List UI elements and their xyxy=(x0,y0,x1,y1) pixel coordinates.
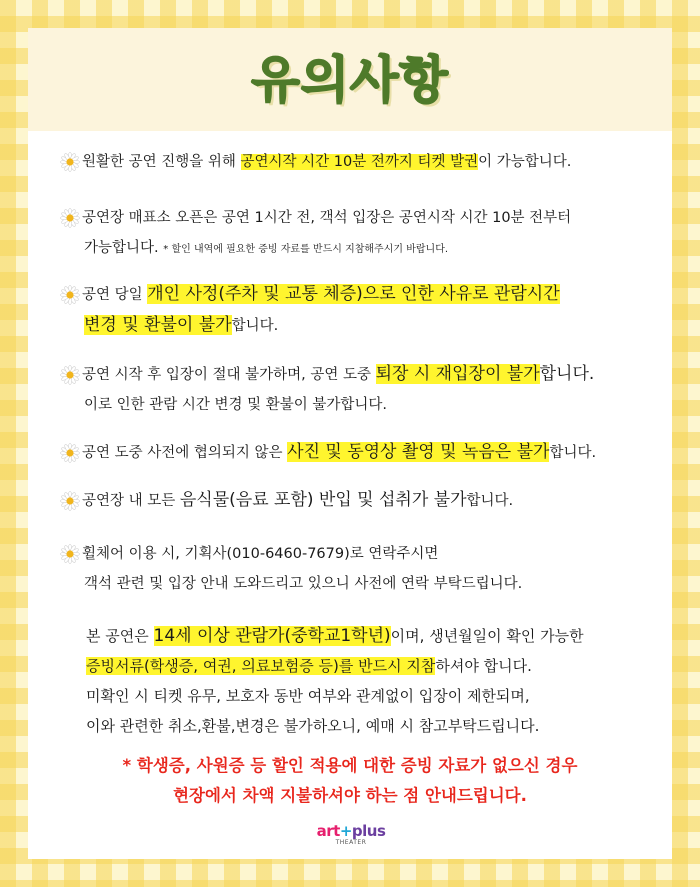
daisy-icon xyxy=(60,285,80,305)
logo-text-art: art xyxy=(316,822,340,840)
text-segment: 이 가능합니다. xyxy=(478,154,572,170)
text-segment: 공연장 내 모든 xyxy=(82,493,180,509)
highlighted-text: 증빙서류(학생증, 여권, 의료보험증 등)를 반드시 지참 xyxy=(86,657,436,675)
text-line xyxy=(86,681,658,711)
daisy-icon xyxy=(60,443,80,463)
text-segment: 음식물(음료 포함) 반입 및 섭취가 불가 xyxy=(179,490,467,510)
notice-item-photo xyxy=(60,437,658,468)
artplus-logo xyxy=(311,823,391,849)
text-line xyxy=(86,651,658,681)
logo-text-plus: plus xyxy=(351,822,386,840)
text-segment: 공연장 매표소 오픈은 공연 1시간 전, 객석 입장은 공연시작 시간 10분 전부터 xyxy=(82,210,572,226)
daisy-icon xyxy=(60,544,80,564)
text-line xyxy=(60,485,658,516)
text-line xyxy=(60,569,658,599)
text-segment: 이로 인한 관람 시간 변경 및 환불이 불가합니다. xyxy=(84,397,388,413)
text-segment: 합니다. xyxy=(539,364,595,384)
text-segment: 미확인 시 티켓 유무, 보호자 동반 여부와 관계없이 입장이 제한되며, xyxy=(86,687,530,705)
text-segment: 공연 당일 xyxy=(82,287,148,303)
daisy-icon xyxy=(60,208,80,228)
highlighted-text: 변경 및 환불이 불가 xyxy=(84,315,232,335)
red-note-line-2: 현장에서 차액 지불하셔야 하는 점 안내드립니다. xyxy=(173,786,527,805)
page-title: 유의사항 xyxy=(251,51,449,109)
notice-item-box-office xyxy=(60,203,658,265)
text-line xyxy=(60,390,658,420)
text-segment: 합니다. xyxy=(466,493,514,509)
text-line xyxy=(60,233,658,265)
text-line xyxy=(60,147,658,177)
text-line xyxy=(60,203,658,233)
text-segment: 이며, 생년월일이 확인 가능한 xyxy=(390,627,584,645)
highlighted-text: 퇴장 시 재입장이 불가 xyxy=(375,364,540,384)
text-segment: * 할인 내역에 필요한 증빙 자료를 반드시 지참해주시기 바랍니다. xyxy=(163,244,449,255)
daisy-icon xyxy=(60,152,80,172)
highlighted-text: 14세 이상 관람가(중학교1학년) xyxy=(153,626,391,646)
notice-item-same-day xyxy=(60,279,658,341)
logo-subtitle: THEATER xyxy=(335,839,367,846)
notice-item-reentry xyxy=(60,359,658,420)
text-segment: 공연 도중 사전에 협의되지 않은 xyxy=(82,445,288,461)
red-note-line-1: * 학생증, 사원증 등 할인 적용에 대한 증빙 자료가 없으신 경우 xyxy=(122,756,578,775)
notice-item-wheelchair xyxy=(60,539,658,599)
text-segment: 원활한 공연 진행을 위해 xyxy=(82,154,241,170)
notice-panel xyxy=(28,131,672,859)
text-segment: 하셔야 합니다. xyxy=(435,657,532,675)
age-restriction-notice xyxy=(86,621,658,741)
text-segment: 이와 관련한 취소,환불,변경은 불가하오니, 예매 시 참고부탁드립니다. xyxy=(86,717,540,735)
text-line xyxy=(60,310,658,341)
daisy-icon xyxy=(60,491,80,511)
logo-plus: + xyxy=(339,822,352,840)
text-segment: 본 공연은 xyxy=(86,627,154,645)
text-line xyxy=(86,621,658,651)
text-segment: 합니다. xyxy=(231,318,279,334)
notice-item-food xyxy=(60,485,658,516)
highlighted-text: 개인 사정(주차 및 교통 체증)으로 인한 사유로 관람시간 xyxy=(147,284,560,304)
notice-item-ticket xyxy=(60,147,658,177)
text-segment: 객석 관련 및 입장 안내 도와드리고 있으니 사전에 연락 부탁드립니다. xyxy=(84,576,523,592)
text-line xyxy=(60,279,658,310)
title-card xyxy=(28,28,672,131)
text-segment: 공연 시작 후 입장이 절대 불가하며, 공연 도중 xyxy=(82,367,376,383)
text-line xyxy=(60,539,658,569)
text-segment: 합니다. xyxy=(549,445,597,461)
daisy-icon xyxy=(60,365,80,385)
highlighted-text: 공연시작 시간 10분 전까지 티켓 발권 xyxy=(240,154,479,170)
text-segment: 가능합니다. xyxy=(84,240,164,256)
text-line xyxy=(86,711,658,741)
text-line xyxy=(60,437,658,468)
text-line xyxy=(60,359,658,390)
highlighted-text: 사진 및 동영상 촬영 및 녹음은 불가 xyxy=(287,442,550,462)
text-segment: 휠체어 이용 시, 기획사(010-6460-7679)로 연락주시면 xyxy=(82,546,439,562)
